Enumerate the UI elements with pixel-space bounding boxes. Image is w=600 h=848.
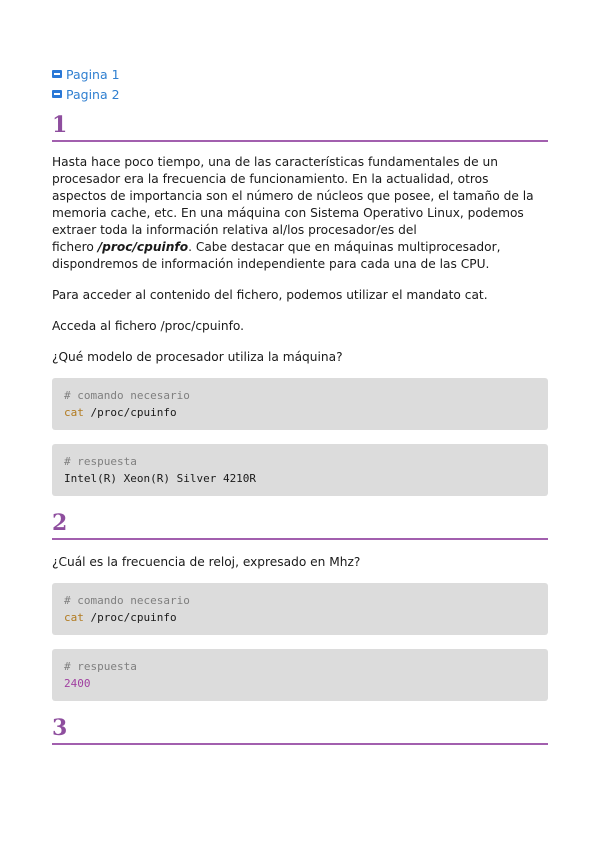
- code-answer-value: 2400: [64, 677, 91, 690]
- code-comment: # comando necesario: [64, 594, 190, 607]
- paragraph-mandato: Para acceder al contenido del fichero, podemos utilizar el mandato cat.: [52, 288, 488, 302]
- code-line: [64, 609, 536, 626]
- page-icon: [52, 70, 62, 78]
- document-page: [52, 64, 548, 745]
- toc-link-label[interactable]: Pagina 1: [66, 66, 120, 82]
- intro-line: extraer toda la información relativa al/los procesador/es del: [52, 223, 417, 237]
- text-fragment: fichero: [52, 240, 98, 254]
- intro-line: [52, 239, 548, 256]
- code-block-answer[interactable]: [52, 444, 548, 496]
- code-comment: # respuesta: [64, 660, 137, 673]
- intro-line: dispondremos de información independiente para cada una de las CPU.: [52, 257, 490, 271]
- file-path-emphasis: /proc/cpuinfo: [97, 240, 189, 254]
- code-comment: # respuesta: [64, 455, 137, 468]
- intro-line: memoria cache, etc. En una máquina con Sistema Operativo Linux, podemos: [52, 206, 524, 220]
- question-2: ¿Cuál es la frecuencia de reloj, expresado en Mhz?: [52, 555, 361, 569]
- code-line: [64, 404, 536, 421]
- code-keyword: cat: [64, 611, 84, 624]
- paragraph-acceda: Acceda al fichero /proc/cpuinfo.: [52, 319, 245, 333]
- section-heading-2: 2: [52, 510, 548, 540]
- section-heading-1: 1: [52, 112, 548, 142]
- toc-link-pagina-1[interactable]: [52, 64, 548, 84]
- section-heading-3: 3: [52, 715, 548, 745]
- code-keyword: cat: [64, 406, 84, 419]
- code-answer-value: Intel(R) Xeon(R) Silver 4210R: [64, 472, 257, 485]
- intro-line: Hasta hace poco tiempo, una de las características fundamentales de un: [52, 155, 498, 169]
- intro-paragraph: [52, 154, 548, 273]
- intro-line: procesador era la frecuencia de funcionamiento. En la actualidad, otros: [52, 172, 489, 186]
- code-argument: /proc/cpuinfo: [83, 406, 177, 419]
- code-argument: /proc/cpuinfo: [83, 611, 177, 624]
- question-1: ¿Qué modelo de procesador utiliza la máquina?: [52, 350, 343, 364]
- intro-line: aspectos de importancia son el número de núcleos que posee, el tamaño de la: [52, 189, 534, 203]
- toc-link-label[interactable]: Pagina 2: [66, 86, 120, 102]
- code-block-answer[interactable]: [52, 649, 548, 701]
- code-block-command[interactable]: [52, 583, 548, 635]
- code-block-command[interactable]: [52, 378, 548, 430]
- toc-link-pagina-2[interactable]: [52, 84, 548, 104]
- text-fragment: . Cabe destacar que en máquinas multiprocesador,: [188, 240, 501, 254]
- page-icon: [52, 90, 62, 98]
- code-comment: # comando necesario: [64, 389, 190, 402]
